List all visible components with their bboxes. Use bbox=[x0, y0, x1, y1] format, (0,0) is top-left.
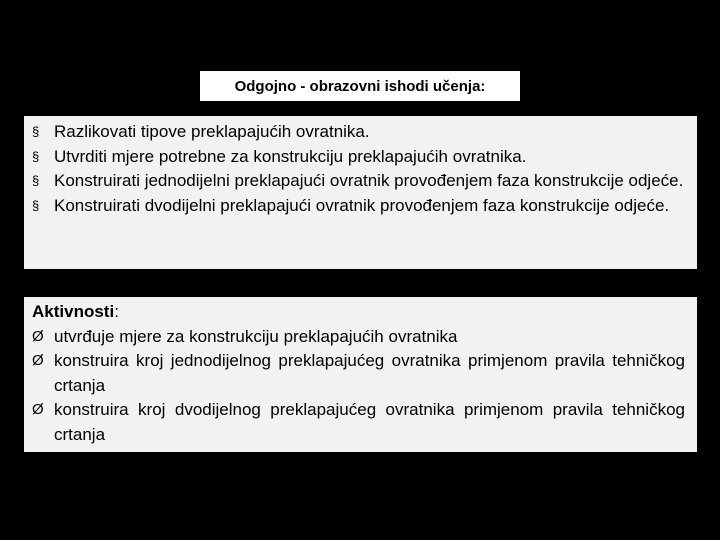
arrow-bullet-icon: Ø bbox=[32, 327, 44, 345]
list-item bbox=[32, 169, 685, 194]
section-bullet-icon: § bbox=[32, 124, 40, 139]
section-bullet-icon: § bbox=[32, 197, 40, 213]
list-item bbox=[32, 120, 685, 145]
list-item-text: Razlikovati tipove preklapajućih ovratnika. bbox=[54, 122, 370, 141]
list-item bbox=[32, 398, 685, 447]
activities-panel bbox=[24, 297, 697, 452]
activities-heading bbox=[32, 300, 685, 325]
list-item-text: konstruira kroj dvodijelnog preklapajućeg ovratnika primjenom pravila tehničkog crtanja bbox=[54, 400, 685, 444]
activities-list bbox=[32, 325, 685, 448]
learning-outcomes-panel bbox=[24, 116, 697, 269]
list-item-text: konstruira kroj jednodijelnog preklapajućeg ovratnika primjenom pravila tehničkog crtanja bbox=[54, 351, 685, 395]
list-item-text: utvrđuje mjere za konstrukciju preklapajućih ovratnika bbox=[54, 326, 458, 346]
arrow-bullet-icon: Ø bbox=[32, 352, 44, 369]
slide-title-text: Odgojno - obrazovni ishodi učenja: bbox=[234, 77, 486, 95]
slide-title bbox=[199, 70, 521, 102]
activities-heading-colon: : bbox=[114, 302, 119, 321]
arrow-bullet-icon: Ø bbox=[32, 401, 44, 418]
list-item bbox=[32, 349, 685, 398]
section-bullet-icon: § bbox=[32, 173, 40, 188]
activities-heading-text: Aktivnosti bbox=[32, 302, 115, 321]
list-item bbox=[32, 194, 685, 219]
section-bullet-icon: § bbox=[32, 148, 40, 164]
list-item bbox=[32, 145, 685, 170]
list-item-text: Konstruirati jednodijelni preklapajući ovratnik provođenjem faza konstrukcije odjeće. bbox=[54, 171, 684, 190]
learning-outcomes-list bbox=[32, 120, 685, 218]
list-item-text: Konstruirati dvodijelni preklapajući ovratnik provođenjem faza konstrukcije odjeće. bbox=[54, 195, 670, 215]
list-item bbox=[32, 325, 685, 350]
list-item-text: Utvrditi mjere potrebne za konstrukciju preklapajućih ovratnika. bbox=[54, 146, 527, 166]
